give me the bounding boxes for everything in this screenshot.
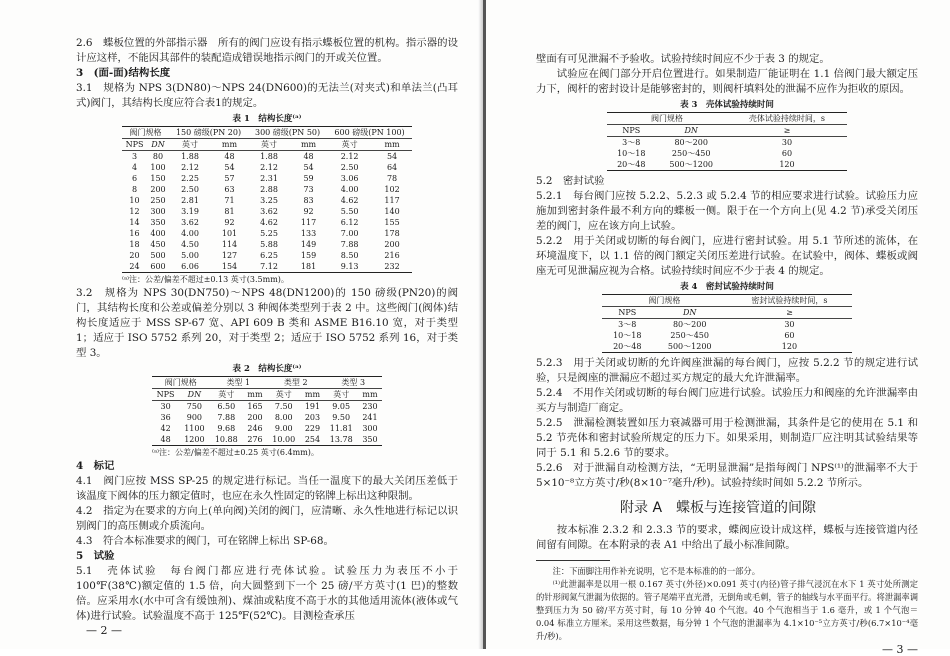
group-header-cell: 阀门规格: [122, 127, 169, 139]
table-cell: 4.50: [181, 240, 199, 249]
table-cell: 9.05: [332, 402, 351, 411]
table-cell: 246: [247, 424, 263, 433]
table-cell: 191: [304, 402, 321, 411]
sub-header-cell: 英寸: [327, 139, 372, 151]
table-cell: 203: [304, 413, 321, 422]
table-cell: 2.25: [181, 174, 199, 183]
table-cell: 4.62: [340, 196, 359, 205]
para-5-1: 5.1 壳体试验 每台阀门都应进行壳体试验。试验压力为表压不小于 100℉(38℃)额定值的 1.5 倍，向大圆整到下一个 25 磅/平方英寸(1 巴)的整数倍。应采用水(水中可含有缓蚀剂)、煤油或粘度不高于水的其他适用流体(液体或气体)进行试验。试验温度不高于 125℉(52℃)。目测检查承压: [76, 565, 458, 622]
table-cell: 2.12: [181, 163, 199, 172]
appendix-a-title: 附录 A 蝶板与连接管道的间隙: [620, 500, 817, 516]
table-cell: 7.50: [274, 402, 293, 411]
table-row: [607, 159, 847, 171]
table-sub-header: [152, 389, 382, 401]
sub-header-cell: 英寸: [324, 389, 357, 401]
table-cell: 4.00: [340, 185, 359, 194]
table-cell: 78: [386, 174, 398, 183]
sub-header-cell: mm: [372, 139, 412, 151]
table-row: [122, 261, 412, 273]
table-cell: 3～8: [618, 320, 637, 329]
sub-header-cell: 英寸: [248, 139, 290, 151]
table2: [152, 376, 382, 446]
table-cell: 2.31: [260, 174, 278, 183]
para-3-1: 3.1 规格为 NPS 3(DN80)～NPS 24(DN600)的无法兰(对夹式)和单法兰(凸耳式)阀门，其结构长度应符合表1的规定。: [76, 82, 458, 109]
table-group-header: [602, 295, 852, 307]
table-cell: 7.00: [340, 229, 359, 238]
table-cell: 2.88: [260, 185, 278, 194]
table-cell: 36: [160, 413, 171, 422]
sub-header-cell: 英寸: [210, 389, 243, 401]
table-cell: 159: [300, 251, 317, 260]
table-cell: 2.12: [340, 152, 359, 161]
table-cell: 276: [243, 434, 267, 446]
table-cell: 232: [372, 261, 412, 273]
section-5-heading: 5 试验: [76, 550, 115, 562]
table-cell: 750: [186, 402, 203, 411]
para-continued: 壁面有可见泄漏不予验收。试验持续时间应不少于表 3 的规定。: [536, 53, 830, 65]
sub-header-cell: DN: [147, 139, 169, 151]
table-cell: 48: [224, 152, 235, 161]
para-5-2-2: 5.2.2 用于关闭或切断的每台阀门，应进行密封试验。用 5.1 节所述的流体，在环境温度下，以 1.1 倍的阀门额定关闭压差进行试验。在试验中，阀体、蝶板或阀座无可见泄漏应视为合格。试验持续时间应不少于表 4 的规定。: [536, 235, 918, 277]
table-cell: 59: [303, 174, 314, 183]
table-cell: 3.62: [260, 207, 278, 216]
sub-header-cell: mm: [358, 389, 382, 401]
table-cell: 10: [129, 196, 140, 205]
sub-header-cell: mm: [211, 139, 248, 151]
table-cell: 165: [247, 402, 263, 411]
table-cell: 30: [781, 138, 793, 147]
table-cell: 181: [290, 261, 327, 273]
para-4-2: 4.2 指定为在要求的方向上(单向阀)关闭的阀门，应清晰、永久性地进行标记以识别阀门的高压侧或介质流向。: [76, 505, 458, 532]
table-cell: 60: [784, 331, 795, 340]
table-cell: 80～200: [674, 138, 708, 147]
table-cell: 100: [150, 163, 166, 172]
sub-header-cell: NPS: [607, 125, 656, 137]
table-cell: 2.12: [260, 163, 278, 172]
sub-header-cell: mm: [290, 139, 327, 151]
table-row: [152, 412, 382, 423]
table-cell: 7.88: [217, 413, 236, 422]
para-appendix: 按本标准 2.3.2 和 2.3.3 节的要求，蝶阀应设计成这样，蝶板与连接管道内径间留有间隙。在本附录的表 A1 中给出了最小标准间隙。: [536, 524, 918, 551]
table-cell: 155: [384, 218, 400, 227]
group-header-cell: 类型 2: [267, 377, 324, 389]
table3-caption: 表 3 壳体试验持续时间: [680, 100, 774, 110]
table-cell: 9.13: [327, 261, 372, 273]
table-cell: 71: [224, 196, 235, 205]
table-cell: 13.78: [324, 434, 357, 446]
table-cell: 20: [129, 251, 140, 260]
table-row: [602, 341, 852, 353]
table-cell: 24: [122, 261, 147, 273]
table-cell: 101: [221, 229, 238, 238]
table-group-header: [152, 377, 382, 389]
sub-header-cell: DN: [653, 307, 727, 319]
table-cell: 6: [131, 174, 138, 183]
sub-header-cell: NPS: [602, 307, 653, 319]
table-cell: 114: [221, 240, 238, 249]
table-cell: 54: [386, 152, 398, 161]
table-cell: 10.88: [210, 434, 243, 446]
table-cell: 500～1200: [653, 341, 727, 353]
group-header-cell: 阀门规格: [152, 377, 210, 389]
table-cell: 8.50: [340, 251, 359, 260]
table-cell: 117: [300, 218, 317, 227]
table-cell: 92: [224, 218, 235, 227]
table-cell: 500～1200: [656, 159, 727, 171]
table-cell: 8: [131, 185, 138, 194]
table-row: [122, 151, 412, 163]
table-cell: 250: [150, 196, 166, 205]
sub-header-cell: mm: [300, 389, 324, 401]
table-row: [122, 217, 412, 228]
sub-header-cell: ≥: [727, 125, 847, 137]
table-cell: 250～450: [670, 331, 709, 340]
table-cell: 229: [304, 424, 321, 433]
table-cell: 54: [224, 163, 235, 172]
table-row: [602, 330, 852, 341]
table2-caption: 表 2 结构长度⁽ᵃ⁾: [232, 364, 302, 374]
table-cell: 3.25: [260, 196, 278, 205]
table-row: [152, 423, 382, 434]
table-cell: 200: [247, 413, 263, 422]
table1-note: ⁽ᵃ⁾注：公差/偏差不超过±0.13 英寸(3.5mm)。: [122, 275, 289, 284]
para-4-3: 4.3 符合本标准要求的阀门，可在铭牌上标出 SP-68。: [76, 535, 334, 547]
table-cell: 48: [303, 152, 314, 161]
sub-header-cell: NPS: [152, 389, 179, 401]
table-cell: 3.19: [181, 207, 199, 216]
para-5-2-1: 5.2.1 每台阀门应按 5.2.2、5.2.3 或 5.2.4 节的相应要求进行试验。试验压力应施加到密封条件最不利方向的蝶板一侧。限于在一个方向上(见 4.2 节)承受关闭压差的阀门，应在该方向上试验。: [536, 190, 918, 232]
table-cell: 10～18: [617, 149, 646, 158]
sub-header-cell: mm: [243, 389, 267, 401]
table-group-header: [122, 127, 412, 139]
para-stem-test: 试验应在阀门部分开启位置进行。如果制造厂能证明在 1.1 倍阀门最大额定压力下，阀杆的密封设计是能够密封的，则阀杆填料处的泄漏不应作为拒收的原因。: [536, 68, 918, 95]
table-cell: 10～18: [613, 331, 642, 340]
para-5-2-3: 5.2.3 用于关闭或切断的允许阀座泄漏的每台阀门，应按 5.2.2 节的规定进行试验，只是阀座的泄漏应不超过买方规定的最大允许泄漏率。: [536, 357, 918, 384]
para-3-2: 3.2 规格为 NPS 30(DN750)～NPS 48(DN1200)的 150 磅级(PN20)的阀门，其结构长度和公差或偏差分别以 3 种阀体类型列于表 2 中。这些阀门(阀体)结构长度适应于 MSS SP-67 宽、API 609 B 类和 ASME B16.10 宽，对于类型 1；适应于 ISO 5752 系列 20，对于类型 2；适应于 ISO 5752 系列 16，对于类型 3。: [76, 287, 458, 359]
table-cell: 450: [150, 240, 166, 249]
table-row: [607, 148, 847, 159]
table-cell: 2.81: [181, 196, 199, 205]
group-header-cell: 阀门规格: [602, 295, 727, 307]
table-cell: 4: [131, 163, 138, 172]
table-cell: 133: [300, 229, 317, 238]
table-cell: 250～450: [671, 149, 711, 158]
page-number: — 3 —: [882, 643, 918, 656]
table-cell: 500: [150, 251, 166, 260]
para-5-2-5: 5.2.5 泄漏检测装置如压力衰减器可用于检测泄漏，其条件是它的使用在 5.1 和 5.2 节壳体和密封试验所规定的压力下。如果采用，则制造厂应注明其试验结果等同于 5.1 和 5.2.6 节的要求。: [536, 417, 918, 459]
table-cell: 14: [129, 218, 140, 227]
table-cell: 350: [358, 434, 382, 446]
table-cell: 5.50: [340, 207, 359, 216]
table-cell: 7.12: [248, 261, 290, 273]
table3: [607, 112, 847, 171]
table-cell: 6.25: [260, 251, 278, 260]
table-cell: 30: [160, 402, 171, 411]
table-row: [122, 250, 412, 261]
table-cell: 8.00: [274, 413, 293, 422]
sub-header-cell: ≥: [727, 307, 852, 319]
table-cell: 3～8: [622, 138, 641, 147]
table-row: [122, 228, 412, 239]
group-header-cell: 壳体试验持续时间，s: [727, 113, 847, 125]
table-cell: 5.88: [260, 240, 278, 249]
table-cell: 81: [224, 207, 235, 216]
table-cell: 10.00: [267, 434, 300, 446]
table-sub-header: [607, 125, 847, 137]
table-cell: 9.68: [217, 424, 236, 433]
group-header-cell: 600 磅级(PN 100): [327, 127, 412, 139]
table-cell: 6.12: [340, 218, 359, 227]
table-cell: 7.88: [340, 240, 359, 249]
table-cell: 30: [784, 320, 795, 329]
table-cell: 178: [384, 229, 400, 238]
table-cell: 4.00: [181, 229, 199, 238]
table-cell: 5.00: [181, 251, 199, 260]
table-cell: 80～200: [672, 320, 707, 329]
sub-header-cell: DN: [179, 389, 209, 401]
table-cell: 9.00: [274, 424, 293, 433]
table4: [602, 294, 852, 353]
table-row: [122, 195, 412, 206]
page-number: — 2 —: [86, 624, 122, 637]
table-cell: 16: [129, 229, 140, 238]
para-4-1: 4.1 阀门应按 MSS SP-25 的规定进行标记。当任一温度下的最大关闭压差低于该温度下阀体的压力额定值时，也应在永久性固定的铭牌上标出这种限制。: [76, 475, 458, 502]
table-row: [607, 137, 847, 149]
footnote-intro: 注：下面脚注用作补充说明，它不是本标准的的一部分。: [552, 566, 761, 576]
table-cell: 60: [781, 149, 793, 158]
sub-header-cell: NPS: [122, 139, 147, 151]
table-cell: 2.50: [340, 163, 359, 172]
table-cell: 1200: [179, 434, 209, 446]
table-cell: 3.62: [181, 218, 199, 227]
table-cell: 57: [224, 174, 235, 183]
table-cell: 80: [152, 152, 164, 161]
table-cell: 150: [150, 174, 166, 183]
table-cell: 12: [129, 207, 140, 216]
group-header-cell: 阀门规格: [607, 113, 727, 125]
table-row: [122, 162, 412, 173]
table-cell: 20～48: [602, 341, 653, 353]
table-cell: 48: [152, 434, 179, 446]
table-cell: 1.88: [181, 152, 199, 161]
table-cell: 254: [300, 434, 324, 446]
table-row: [152, 401, 382, 413]
table-cell: 400: [150, 229, 166, 238]
table-cell: 127: [221, 251, 238, 260]
table-cell: 600: [147, 261, 169, 273]
table-group-header: [607, 113, 847, 125]
table-cell: 5.25: [260, 229, 278, 238]
table-row: [122, 184, 412, 195]
table-cell: 64: [386, 163, 398, 172]
table-cell: 120: [727, 341, 852, 353]
table-cell: 154: [211, 261, 248, 273]
table4-caption: 表 4 密封试验持续时间: [680, 282, 774, 292]
footnote-rule: [536, 560, 610, 561]
table-cell: 92: [303, 207, 314, 216]
table-cell: 20～48: [607, 159, 656, 171]
para-5-2-6: 5.2.6 对于泄漏自动检测方法，“无明显泄漏”是指每阀门 NPS⁽¹⁾的泄漏率不大于 5×10⁻⁸立方英寸/秒(8×10⁻⁷毫升/秒)。试验持续时间如 5.2.2 节所示。: [536, 462, 918, 489]
table-cell: 120: [727, 159, 847, 171]
table-sub-header: [122, 139, 412, 151]
table-cell: 241: [362, 413, 378, 422]
table-cell: 11.81: [329, 424, 353, 433]
sub-header-cell: 英寸: [267, 389, 300, 401]
group-header-cell: 类型 3: [324, 377, 382, 389]
table-cell: 18: [129, 240, 140, 249]
table-cell: 1.88: [260, 152, 278, 161]
table-cell: 200: [384, 240, 400, 249]
sub-header-cell: 英寸: [169, 139, 211, 151]
group-header-cell: 300 磅级(PN 50): [248, 127, 327, 139]
table-cell: 200: [150, 185, 166, 194]
table-cell: 63: [224, 185, 235, 194]
table-cell: 83: [303, 196, 314, 205]
section-4-heading: 4 标记: [76, 460, 115, 472]
table-cell: 4.62: [260, 218, 278, 227]
table-cell: 350: [150, 218, 166, 227]
table-cell: 3: [131, 152, 138, 161]
table-cell: 140: [384, 207, 400, 216]
table-cell: 216: [384, 251, 400, 260]
table-row: [122, 239, 412, 250]
table-cell: 149: [300, 240, 317, 249]
table1: [122, 126, 412, 273]
table-cell: 117: [384, 196, 400, 205]
table-row: [152, 434, 382, 446]
table-cell: 1100: [184, 424, 205, 433]
right-page: [486, 0, 950, 656]
group-header-cell: 150 磅级(PN 20): [169, 127, 248, 139]
table-cell: 300: [362, 424, 378, 433]
para-5-2-4: 5.2.4 不用作关闭或切断的每台阀门应进行试验。试验压力和阀座的允许泄漏率由买方与制造厂商定。: [536, 387, 918, 414]
group-header-cell: 密封试验持续时间，s: [727, 295, 852, 307]
table-cell: 42: [160, 424, 171, 433]
table-cell: 6.50: [217, 402, 236, 411]
table-cell: 3.06: [340, 174, 359, 183]
para-2-6: 2.6 蝶板位置的外部指示器 所有的阀门应设有指示蝶板位置的机构。指示器的设计应这样，不能因其部件的装配造成错误地指示阀门的开或关位置。: [76, 37, 458, 64]
table-row: [122, 173, 412, 184]
table-cell: 300: [150, 207, 166, 216]
table-cell: 900: [186, 413, 203, 422]
table-row: [602, 319, 852, 331]
table-cell: 6.06: [169, 261, 211, 273]
footnote-1: ⁽¹⁾此泄漏率是以用一根 0.167 英寸(外径)×0.091 英寸(内径)管子排气浸沉在水下 1 英寸处所测定的针形阀氮气泄漏为依据的。管子尾端平直光滑，无倒角或毛刺，管子的轴线与水平面平行。将泄漏率调整到压力为 50 磅/平方英寸时，每 10 分钟 40 个气泡。40 个气泡相当于 1.6 毫升，或 1 个气泡＝0.04 标准立方厘米。采用这些数据，每分钟 1 个气泡的泄漏率为 4.1×10⁻⁵立方英寸/秒(6.7×10⁻⁴毫升/秒)。: [536, 579, 918, 641]
left-page: [0, 0, 478, 649]
section-3-heading: 3 (面-面)结构长度: [76, 67, 171, 79]
table1-caption: 表 1 结构长度⁽ᵃ⁾: [232, 114, 302, 124]
table2-note: ⁽ᵃ⁾注：公差/偏差不超过±0.25 英寸(6.4mm)。: [152, 448, 319, 457]
table-sub-header: [602, 307, 852, 319]
group-header-cell: 类型 1: [210, 377, 267, 389]
table-cell: 54: [303, 163, 314, 172]
table-cell: 9.50: [332, 413, 351, 422]
section-5-2-heading: 5.2 密封试验: [536, 175, 605, 187]
table-cell: 2.50: [181, 185, 199, 194]
table-cell: 73: [303, 185, 314, 194]
table-cell: 230: [362, 402, 378, 411]
table-row: [122, 206, 412, 217]
table-cell: 102: [384, 185, 400, 194]
sub-header-cell: DN: [656, 125, 727, 137]
